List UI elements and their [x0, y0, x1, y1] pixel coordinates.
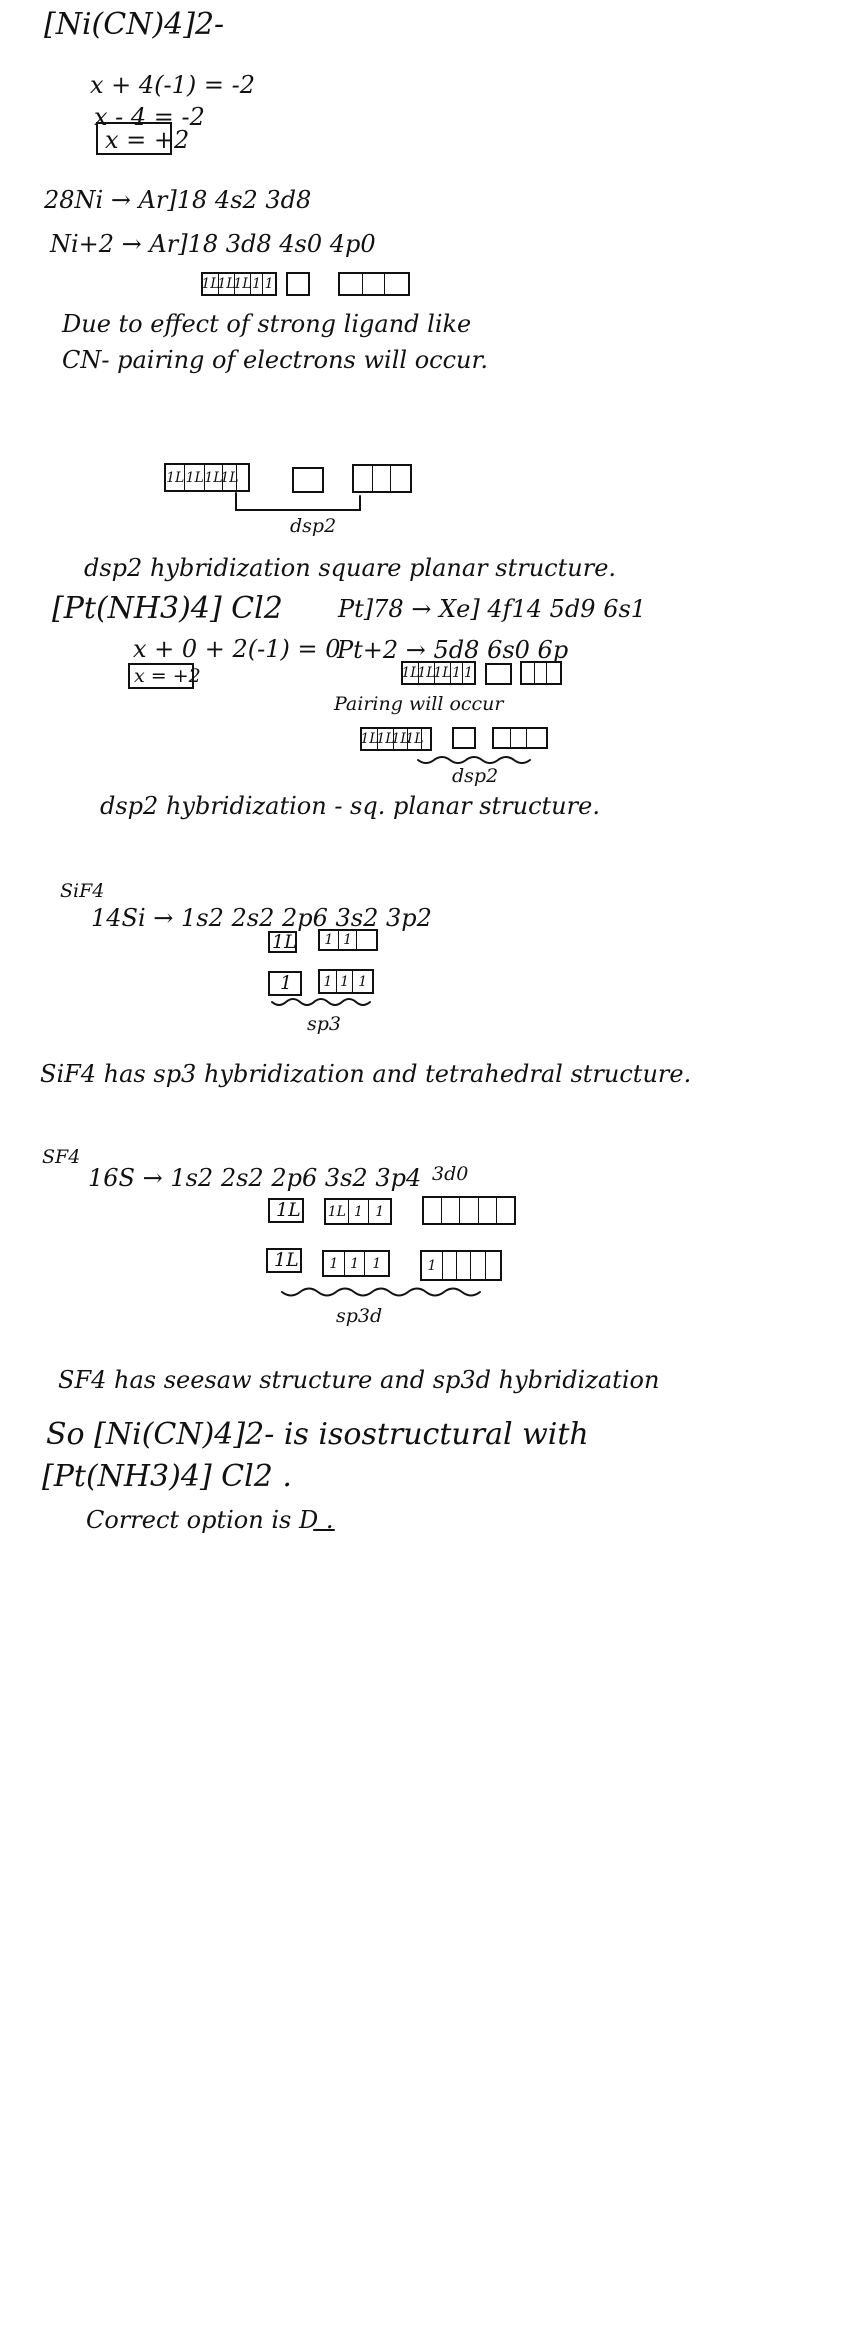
pt-hybridization-label: dsp2	[452, 765, 499, 787]
pt-empty-6s-box	[452, 727, 476, 749]
s-3s-ground-electrons: 1L	[276, 1199, 301, 1221]
si-3p-excited-boxes: 1 1 1	[318, 969, 374, 994]
pt-conclusion: dsp2 hybridization - sq. planar structure.	[100, 792, 600, 820]
ni-oxidation-result: x = +2	[105, 126, 190, 154]
ni-paired-3d-boxes: 1L 1L 1L 1L	[164, 463, 250, 492]
ni-complex-formula: [Ni(CN)4]2-	[44, 7, 225, 42]
ni-empty-4s-box	[292, 467, 324, 493]
ni-conclusion: dsp2 hybridization square planar structure.	[84, 554, 617, 582]
s-config: 16S → 1s2 2s2 2p6 3s2 3p4	[88, 1164, 422, 1192]
pt2-5d-orbital-boxes: 1L 1L 1L 1 1	[401, 661, 476, 685]
ni-3d-box: 1L	[201, 276, 220, 292]
sif4-title: SiF4	[60, 880, 105, 902]
final-line2: [Pt(NH3)4] Cl2 .	[42, 1459, 292, 1494]
ni2-4p-orbital-boxes	[338, 272, 410, 296]
sif4-conclusion: SiF4 has sp3 hybridization and tetrahedral structure.	[40, 1060, 692, 1088]
pt2-config: Pt+2 → 5d8 6s0 6p	[337, 636, 569, 664]
pt-oxidation-result: x = +2	[134, 665, 201, 687]
ni2-3d-orbital-boxes	[201, 272, 277, 296]
pt-paired-5d-boxes: 1L 1L 1L 1L	[360, 727, 432, 751]
pt2-6s-orbital-box	[485, 663, 512, 685]
ni-3d-box: 1L	[233, 276, 252, 292]
pt2-6p-orbital-boxes	[520, 661, 562, 685]
si-3p-ground-boxes: 1 1	[318, 929, 378, 951]
pt-oxidation-eq: x + 0 + 2(-1) = 0	[133, 635, 341, 663]
s-3d-ground-boxes	[422, 1196, 516, 1225]
ni-hybridization-label: dsp2	[290, 515, 337, 537]
pt-pairing-note: Pairing will occur	[334, 693, 504, 715]
ni-3d-box: 1	[251, 274, 263, 294]
ni-3d-box: 1L	[217, 276, 236, 292]
s-3d-excited-boxes: 1	[420, 1250, 502, 1281]
ni2-4s-orbital-box	[286, 272, 310, 296]
si-hybridization-label: sp3	[307, 1013, 342, 1035]
final-answer: Correct option is D .	[86, 1506, 334, 1534]
si-config: 14Si → 1s2 2s2 2p6 3s2 3p2	[91, 904, 432, 932]
ni-oxidation-eq2: x - 4 = -2	[94, 103, 205, 131]
s-3p-excited-boxes: 1 1 1	[322, 1250, 390, 1277]
pt-complex-formula: [Pt(NH3)4] Cl2	[52, 591, 283, 626]
strong-ligand-note: Due to effect of strong ligand like CN- pairing of electrons will occur.	[62, 310, 488, 374]
pt-empty-6p-boxes	[492, 727, 548, 749]
si-3s-excited-electron: 1	[280, 972, 293, 994]
s-3p-ground-boxes: 1L 1 1	[324, 1198, 392, 1225]
s-3d-label: 3d0	[432, 1163, 469, 1185]
pt-ground-config: Pt]78 → Xe] 4f14 5d9 6s1	[338, 595, 647, 623]
s-hybridization-label: sp3d	[336, 1305, 383, 1327]
ni2-config: Ni+2 → Ar]18 3d8 4s0 4p0	[50, 230, 376, 258]
ni-oxidation-eq1: x + 4(-1) = -2	[90, 71, 256, 99]
sf4-title: SF4	[42, 1146, 81, 1168]
si-3s-ground-electrons: 1L	[272, 931, 297, 953]
sf4-conclusion: SF4 has seesaw structure and sp3d hybridization	[58, 1366, 660, 1394]
ni-ground-config: 28Ni → Ar]18 4s2 3d8	[44, 186, 312, 214]
ni-3d-box: 1	[264, 276, 274, 292]
final-line1: So [Ni(CN)4]2- is isostructural with	[46, 1417, 589, 1452]
s-3s-excited-electrons: 1L	[274, 1249, 299, 1271]
ni-empty-4p-boxes	[352, 464, 412, 493]
